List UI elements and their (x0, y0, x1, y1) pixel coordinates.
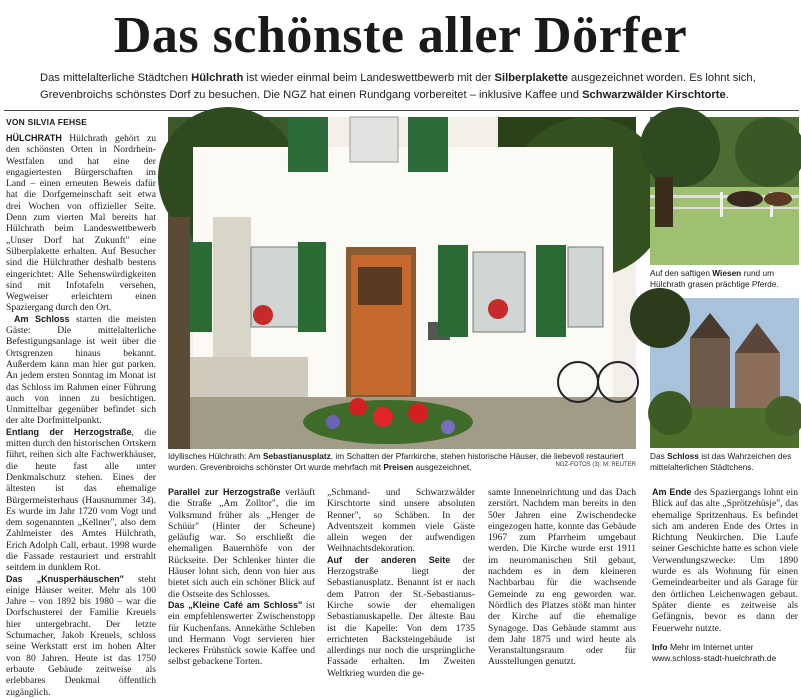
info-box: Info Mehr im Internet unter www.schloss-stadt-huelchrath.de (652, 641, 777, 663)
main-photo-caption: Idyllisches Hülchrath: Am Sebastianusplatz, im Schatten der Pfarrkirche, stehen historische Häuser, die liebevoll restauriert wurden. Grevenbroichs schönster Ort wurde mehrfach mit Preisen ausgezeichnet. (168, 451, 624, 472)
info-url-link[interactable]: www.schloss-stadt-huelchrath.de (652, 652, 777, 663)
article-column-1: HÜLCHRATH Hülchrath gehört zu den schönsten Orten in Nordrhein-Westfalen und hat eine der engagiertesten Bürgerschaften im Land – einen erneuten Beweis dafür hat die Dorfgemeinschaft seit etwa drei Wochen von offizieller Seite. Denn zum vierten Mal bereits hat Hülchrath beim Landeswettbewerb „Unser Dorf hat Zukunft" eine Silberplakette erhalten. Auf Besucher sind die Hülchrather deshalb bestens eingerichtet: Alle Sehenswürdigkeiten sind mit Infotafeln versehen, Wegweiser erleichtern einen Spaziergang durch den Ort. Am Schloss starten die meisten Gäste: Die mittelalterliche Befestigungsanlage ist weit über die Ortsgrenzen hinaus bekannt. Außerdem kann man hier gut parken. An jedem ersten Sonntag im Monat ist das Schloss im Rahmen einer Führung auch von innen zu besichtigen. Unmittelbar gegenüber befindet sich der alte Dorfmittelpunkt. Entlang der Herzogstraße, die mitten durch den historischen Ortskern führt, reihen sich alte Fachwerkhäuser, die heute fast alle unter Denkmalschutz stehen. Eines der ältesten ist das ehemalige Bürgermeisterhaus (Hausnummer 34). Es wurde im Jahr 1720 vom Vogt und dem sogenannten „Kellner", also dem Zahlmeister des Amtes Hülchrath, Erich Adolph Call, erbaut. 1998 wurde die Fassade restauriert und erstrahlt seitdem in dunklem Rot. Das „Knusperhäuschen" steht einige Häuser weiter. Mehr als 100 Jahre – von 1892 bis 1980 – war die Dorfschusterei der Familie Kreuels hier untergebracht. Der letzte Schumacher, Jakob Kreuels, schloss seine Werkstatt erst im hohen Alter von 80 Jahren. Heute ist das 1750 erbaute Gebäude zeitweise als erlebbares Denkmal öffentlich zugänglich. (6, 133, 156, 698)
castle-caption: Das Schloss ist das Wahrzeichen des mittelalterlichen Städtchens. (650, 451, 792, 472)
main-photo-sebastianusplatz (168, 117, 636, 449)
castle-illustration (650, 298, 799, 448)
article-column-3: „Schmand- und Schwarzwälder Kirschtorte sind unsere absoluten Renner", so Schäben. In der Adventszeit kommen viele Gäste allein wegen der aufwendigen Weihnachtsdekoration. Auf der anderen Seite der Herzogstraße liegt der Sebastianusplatz. Benannt ist er nach dem Patron der St.-Sebastianus-Kirche sowie der ehemaligen Sebastianuskapelle. Der älteste Bau ist die Kapelle: Von dem 1735 errichteten Backsteingebäude ist allerdings nur noch die ursprüngliche Fassade erhalten. Im Zweiten Weltkrieg wurden die ge- (327, 487, 475, 679)
headline: Das schönste aller Dörfer (113, 7, 688, 64)
byline: VON SILVIA FEHSE (6, 117, 88, 127)
photo-credit: NGZ-FOTOS (3): M. REUTER (555, 462, 636, 468)
castle-photo (650, 298, 799, 448)
lead-paragraph: Das mittelalterliche Städtchen Hülchrath ist wieder einmal beim Landeswettbewerb mit der Silberplakette ausgezeichnet worden. Es lohnt sich, Grevenbroichs schönstes Dorf zu besuchen. Die NGZ hat einen Rundgang vorbereitet – inklusive Kaffee und Schwarzwälder Kirschtorte. (40, 72, 756, 101)
article-column-2: Parallel zur Herzogstraße verläuft die Straße „Am Zolltor", die im Volksmund früher als „Henger de Schüür" (Hinter der Scheune) geläufig war. So erschließt die ehemaligen Bauernhöfe von der Rückseite. Der Schlenker hinter die Häuser lohnt sich, denn von hier aus bietet sich auch ein schöner Blick auf die Ostseite des Schlosses. Das „Kleine Café am Schloss" ist ein empfehlenswerter Zwischenstopp für Kuchenfans. Annekäthe Schleben und Hermann Vogt servieren hier leckeres Frühstück sowie Kaffee und selbst gebackene Torten. (168, 487, 315, 668)
article-column-5: Am Ende des Spaziergangs lohnt ein Blick auf das alte „Sprötzehüsje", das ehemalige Spritzenhaus. Es befindet sich am anderen Ende des Ortes in Richtung Neukirchen. Die Laufe seiner Geschichte hatte es schon viele Verwendungszwecke: Um 1890 wurde es als Wohnung für einen Gemeindearbeiter und als Garage für den örtlichen Leichenwagen gebaut. Später diente es zeitweise als Gefängnis, bevor es dann der Feuerwehr nutzte. Info Mehr im Internet unter www.schloss-stadt-huelchrath.de (652, 487, 798, 663)
article-column-4: samte Inneneinrichtung und das Dach zerstört. Nachdem man bereits in den 50er Jahren eine Zwischendecke eingezogen hatte, konnte das Gebäude 1967 zum Pfarrheim umgebaut werden. Die Kirche wurde erst 1911 im neuromanischen Stil gebaut, nachdem es in dem kleineren Nachbarbau für die wachsende Gemeinde zu eng geworden war. Nördlich des Platzes stößt man hinter der Kirche auf die ehemalige Synagoge. Das Gebäude stammt aus dem Jahr 1875 und wird heute als Veranstaltungsraum oder für Ausstellungen genutzt. (488, 487, 636, 668)
house-illustration (168, 117, 636, 449)
horses-caption: Auf den saftigen Wiesen rund um Hülchrath grasen prächtige Pferde. (650, 268, 779, 289)
meadow-illustration (650, 117, 799, 265)
horses-meadow-photo (650, 117, 799, 265)
